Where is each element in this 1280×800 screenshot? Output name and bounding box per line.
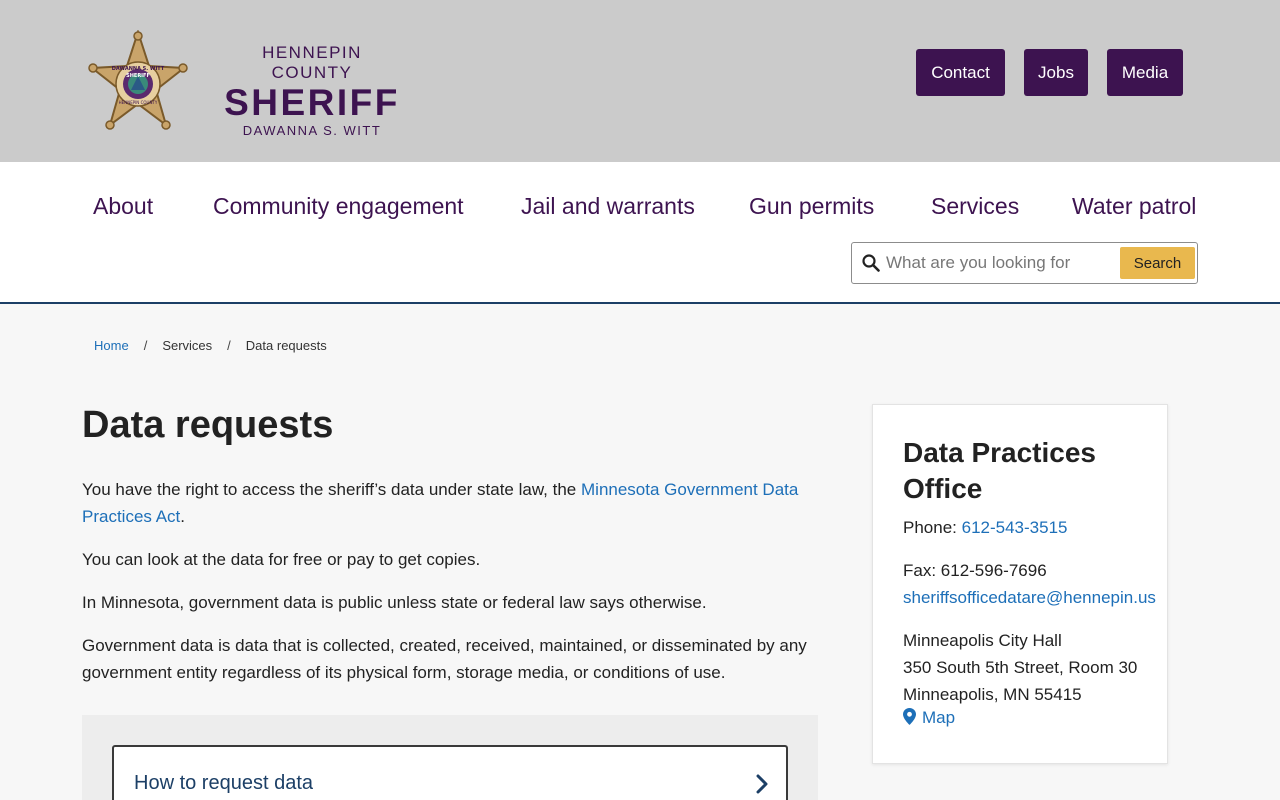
badge-text-center: SHERIFF — [126, 73, 150, 79]
jobs-button[interactable]: Jobs — [1024, 49, 1088, 96]
page-title: Data requests — [82, 404, 334, 446]
email-line — [903, 584, 1156, 611]
how-to-request-accordion[interactable] — [112, 745, 788, 800]
data-practices-office-card — [872, 404, 1168, 764]
logo-title: SHERIFF — [224, 82, 400, 123]
nav-item-services[interactable]: Services — [931, 193, 1020, 219]
copies-paragraph: You can look at the data for free or pay to get copies. — [82, 550, 481, 569]
phone-link[interactable]: 612-543-3515 — [961, 518, 1068, 537]
breadcrumb-services: Services — [162, 338, 213, 353]
map-link-label: Map — [922, 708, 956, 727]
address-line-1: Minneapolis City Hall — [903, 631, 1062, 650]
site-header — [0, 0, 1280, 162]
intro-paragraph — [82, 476, 818, 530]
accordion-title: How to request data — [134, 772, 313, 794]
search-form — [851, 242, 1198, 284]
fax-line: Fax: 612-596-7696 — [903, 561, 1047, 580]
public-data-paragraph: In Minnesota, government data is public unless state or federal law says otherwise. — [82, 593, 707, 612]
data-practices-act-link[interactable]: Minnesota Government Data Practices Act — [82, 480, 799, 526]
search-input[interactable] — [886, 248, 1114, 278]
address-line-3: Minneapolis, MN 55415 — [903, 685, 1082, 704]
email-link[interactable]: sheriffsofficedatare@hennepin.us — [903, 588, 1156, 607]
media-button[interactable]: Media — [1107, 49, 1183, 96]
breadcrumb-current: Data requests — [245, 338, 327, 353]
logo-wordmark[interactable] — [222, 43, 402, 139]
intro-text-before: You have the right to access the sheriff’s data under state law, the — [82, 480, 581, 499]
card-title: Data Practices Office — [903, 437, 1097, 504]
address-line-2: 350 South 5th Street, Room 30 — [903, 658, 1138, 677]
nav-item-gun-permits[interactable]: Gun permits — [749, 193, 875, 219]
nav-item-community-engagement[interactable]: Community engagement — [213, 193, 464, 219]
phone-line — [903, 514, 1067, 541]
search-button[interactable]: Search — [1120, 247, 1195, 279]
map-link[interactable] — [903, 708, 955, 728]
badge-text-bottom: HENNEPIN COUNTY — [118, 100, 158, 105]
nav-item-water-patrol[interactable]: Water patrol — [1072, 193, 1197, 219]
chevron-right-icon — [755, 774, 769, 794]
breadcrumb-separator: / — [227, 338, 231, 353]
accordion-container — [82, 715, 818, 800]
search-icon — [862, 254, 880, 272]
breadcrumb-separator: / — [143, 338, 148, 353]
breadcrumb-home[interactable]: Home — [94, 338, 129, 353]
sheriff-badge-logo[interactable] — [86, 30, 190, 134]
badge-text-top: DAWANNA S. WITT — [111, 66, 165, 72]
logo-sheriff-name: DAWANNA S. WITT — [242, 123, 382, 138]
contact-button[interactable]: Contact — [916, 49, 1005, 96]
nav-item-jail-and-warrants[interactable]: Jail and warrants — [521, 193, 695, 219]
intro-text-after: . — [180, 507, 185, 526]
logo-county: HENNEPIN COUNTY — [262, 43, 362, 82]
nav-item-about[interactable]: About — [93, 193, 154, 219]
breadcrumb — [94, 338, 327, 353]
phone-label: Phone: — [903, 518, 962, 537]
map-pin-icon — [903, 708, 916, 725]
definition-paragraph: Government data is data that is collected, created, received, maintained, or disseminated by any government entity regardless of its physical form, storage media, or conditions of use. — [82, 636, 807, 682]
